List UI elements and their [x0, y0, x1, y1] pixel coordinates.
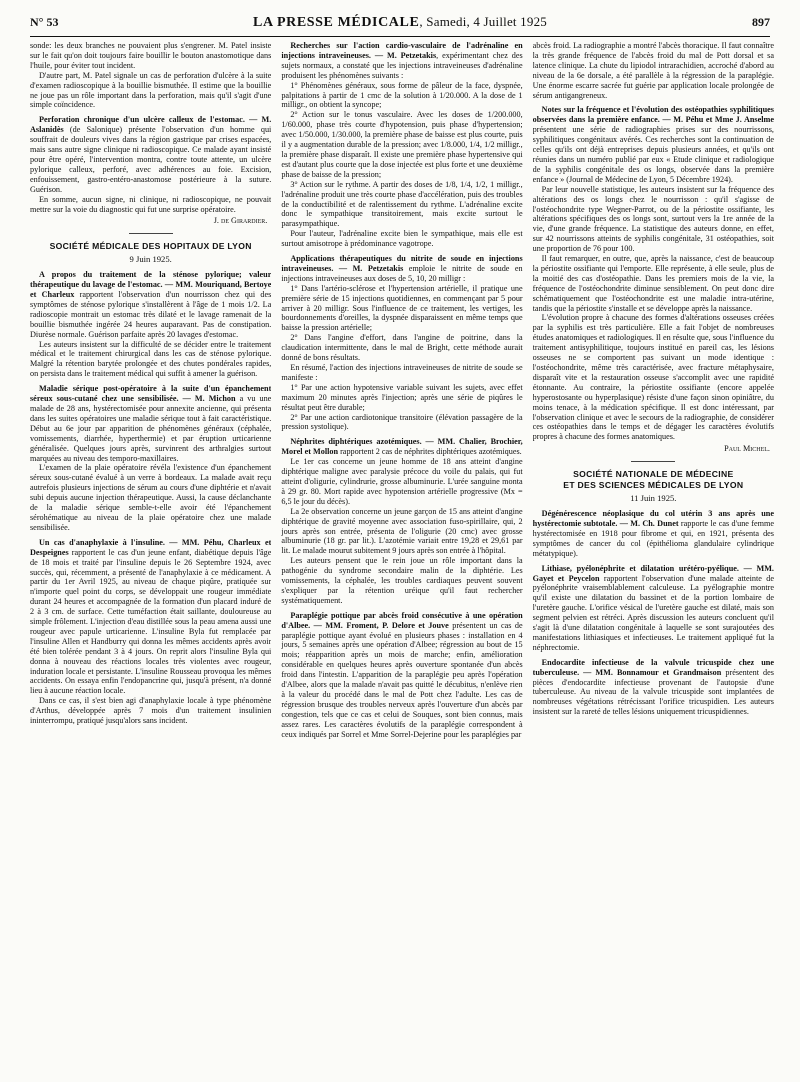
column-2 [281, 41, 522, 1078]
paragraph: L'évolution propre à chacune des formes d'altérations osseuses créées par la syphilis est très particulière. Elle a fait l'objet de nombreuses études anatomiques et radiologiques. Il en résulte que, sous l'influence du traitement antisyphilitique, toujours institué en pareil cas, les lésions osseuses ne se comportent pas suivant un mode identique : l'ostéochondrite, même très caractérisée, avec fracture métaphysaire, disparaît vite et la restauration osseuse s'accomplit avec une rapidité étonnante. Au contraire, la périostite ossifiante (encore appelée hyperostosante ou hyperplasique) résiste d'une façon sinon opiniâtre, du moins tenace, à la médication spécifique. Il est donc intéressant, par l'observation clinique et avec le secours de la radiographie, de considérer ces ostéopathies dans le temps et de dégager les caractères évolutifs propres à chacune des formes anatomiques. [532, 313, 774, 442]
paragraph: La 2e observation concerne un jeune garçon de 15 ans atteint d'angine diphtérique de gravité moyenne avec association fuso-spirillaire, qui, 2 jours après son entrée, présenta de l'oligurie (20 cmc) avec grosse albuminurie (18 gr. par lit.). L'azotémie variait entre 19,28 et 29,61 par lit. Le malade mourut subitement 9 jours après son entrée à l'hôpital. [281, 506, 523, 556]
paragraph: 3° Action sur le rythme. A partir des doses de 1/8, 1/4, 1/2, 1 milligr., l'adrénaline produit une très courte phase d'accélération, puis des troubles de la conductibilité et de ralentissement du rythme. L'adrénaline excite donc le sympathique transitoirement, mais excite surtout le parasympathique. [281, 179, 523, 229]
paragraph: Maladie sérique post-opératoire à la suite d'un épanchement séreux sous-cutané chez une sensibilisée. — M. Michon a vu une malade de 28 ans, hystérectomisée pour annexite ancienne, qui présenta dans les suites opératoires une maladie sérique tout à fait caractéristique. Début au 6e jour par apparition de phénomènes généraux (céphalée, vomissements, diarrhée, hyperthermie) et par éruption urticarienne généralisée. Quelques jours après, survinrent des arthralgies surtout marquées au niveau des temporo-maxillaires. [30, 384, 272, 463]
paragraph: Le 1er cas concerne un jeune homme de 18 ans atteint d'angine diphtérique maligne avec paralysie précoce du voile du palais, qui fut atteint d'oligurie, cylindrurie, grosse albuminurie. L'urée sanguine monta à 29 gr. 80. Mort rapide avec hypotension artérielle progressive (Mx = 6,5 le jour du décès). [281, 457, 523, 506]
paragraph: Néphrites diphtériques azotémiques. — MM. Chalier, Brochier, Morel et Mollon rapportent 2 cas de néphrites diphtériques azotémiques. [281, 437, 523, 457]
paragraph: Endocardite infectieuse de la valvule tricuspide chez une tuberculeuse. — MM. Bonnamour et Grandmaison présentent des pièces d'endocardite infectieuse provenant de l'autopsie d'une tuberculeuse. Au niveau de la valvule tricuspide sont implantées de nombreuses végétations rétrécissant l'orifice tricuspidien. Les auteurs insistent sur la rareté de telles lésions uniquement tricuspidiennes. [532, 657, 774, 717]
paragraph: A propos du traitement de la sténose pylorique; valeur thérapeutique du lavage de l'estomac. — MM. Mouriquand, Bertoye et Charleux rapportent l'observation d'un nourrisson chez qui des symptômes de sténose pylorique s'installèrent à l'âge de 1 mois 1/2. La radioscopie montrait un estomac très dilaté et le lavage ramenait de la bouillie bismuthée ingérée 24 heures auparavant. Pas de constipation. Diurèse normale. Guérison parfaite après 20 lavages d'estomac. [30, 270, 272, 339]
paragraph: 2° Dans l'angine d'effort, dans l'angine de poitrine, dans la claudication intermittente, dans le mal de Bright, cette méthode aurait donné de bons résultats. [281, 333, 523, 363]
page-number-right: 897 [751, 14, 770, 29]
paragraph: Par leur nouvelle statistique, les auteurs insistent sur la fréquence des altérations des os longs chez le nourrisson : qu'il s'agisse de l'ostéochondrite type Wegner-Parrot, ou de la périostite ossifiante, les altérations spécifiques des os longs sont, surtout vers la 1re année de la vie, d'une grande fréquence. La statistique des auteurs donne, en effet, sur 42 nourrissons atteints de syphilis congénitale, 31 ostéopathies, soit une proportion de 76 pour 100. [532, 184, 774, 254]
signature: J. de Girardier. [213, 216, 268, 226]
paragraph: Les auteurs pensent que le rein joue un rôle important dans la pathogénie du syndrome secondaire malin de la diphtérie. Les vomissements, la céphalée, les troubles cardiaques peuvent souvent s'expliquer par la rétention uréique qu'il faut rechercher systématiquement. [281, 556, 523, 605]
page-number-left: N° 53 [30, 14, 59, 29]
entry-title: Endocardite infectieuse de la valvule tricuspide chez une tuberculeuse. — MM. Bonnamour et Grandmaison [532, 657, 774, 677]
paragraph: 1° Par une action hypotensive variable suivant les sujets, avec effet maximum 20 minutes après l'injection; après une série de piqûres le résultat peut être durable; [281, 382, 523, 412]
paragraph: 2° Par une action cardiotonique transitoire (élévation passagère de la pression systolique). [281, 412, 523, 432]
paragraph: Dans ce cas, il s'est bien agi d'anaphylaxie locale à type phénomène d'Arthus, développée après 7 mois d'un traitement insulinien ininterrompu, pratiqué jusqu'alors sans incident. [30, 696, 272, 726]
society-heading: SOCIÉTÉ MÉDICALE DES HOPITAUX DE LYON [49, 241, 252, 252]
entry-title: Recherches sur l'action cardio-vasculaire de l'adrénaline en injections intraveineuses. — M. Petzetakis [281, 41, 523, 60]
paragraph: Applications thérapeutiques du nitrite de soude en injections intraveineuses. — M. Petzetakis emploie le nitrite de soude en injections intraveineuses aux doses de 5, 10, 20 milligr : [281, 254, 523, 283]
entry-title: Lithiase, pyélonéphrite et dilatation urétéro-pyélique. — MM. Gayet et Peycelon [532, 563, 774, 583]
paragraph: Paraplégie pottique par abcès froid consécutive à une opération d'Albee. — MM. Froment, P. Delore et Jouve présentent un cas de paraplégie pottique ayant évolué en plusieurs phases : installation en 4 jours, 5 semaines après une opération d'Albee; régression au bout de 15 mois; réapparition après un mois de marche; enfin, amélioration considérable en quelques heures après ouverture spontanée d'un abcès froid dans l'intestin. L'apparition de la paraplégie peu après l'opération d'Albee, alors que la malade n'avait pas quitté le décubitus, n'enlève rien à la valeur du procédé dans le mal de Pott chez l'adulte. Les cas de régression brusque des troubles nerveux après l'ouverture d'un abcès par congestion, tels que ce cas et celui de Souques, sont bien connus, mais assez rares. Les caractères évolutifs de la paraplégie correspondent à ceux indiqués par Sorrel et Mme Sorrel-Dejerine pour les paraplégies par [281, 610, 523, 739]
entry-title: Un cas d'anaphylaxie à l'insuline. — MM. Péhu, Charleux et Despeignes [30, 537, 272, 557]
divider [129, 233, 173, 234]
entry-title: Notes sur la fréquence et l'évolution des ostéopathies syphilitiques observées dans la première enfance. — M. Péhu et Mme J. Anselme [532, 105, 774, 125]
issue-date: , Samedi, 4 Juillet 1925 [419, 13, 547, 29]
paragraph: L'examen de la plaie opératoire révéla l'existence d'un épanchement séreux sous-cutané évalué à un verre à bordeaux. La malade avait reçu autrefois plusieurs injections de sérum au cours d'une diphtérie et n'avait subi depuis aucune injection thérapeutique. Aussi, la cause déclanchante de la maladie sérique semble-t-elle avoir été l'épanchement sérohématique au niveau de la plaie opératoire chez une malade sensibilisée. [30, 463, 272, 532]
page-header [30, 8, 770, 37]
paragraph: Dégénérescence néoplasique du col utérin 3 ans après une hystérectomie subtotale. — M. Ch. Dunet rapporte le cas d'une femme hystérectomisée en 1918 pour fibrome et qui, en 1921, présenta des symptômes de cancer du col (épithélioma glandulaire cylindrique métatypique). [532, 509, 774, 558]
entry-title: Dégénérescence néoplasique du col utérin 3 ans après une hystérectomie subtotale. — M. Ch. Dunet [532, 509, 774, 528]
text-columns [30, 41, 774, 1078]
paragraph: D'autre part, M. Patel signale un cas de perforation d'ulcère à la suite d'examen radioscopique à la bouillie bismuthée. Il estime que la bouillie ne joue pas un rôle important dans la perforation, mais qu'il s'agit d'une simple coïncidence. [30, 70, 272, 110]
entry-title: Paraplégie pottique par abcès froid consécutive à une opération d'Albee. — MM. Froment, P. Delore et Jouve [281, 610, 523, 630]
entry-title: Néphrites diphtériques azotémiques. — MM. Chalier, Brochier, Morel et Mollon [281, 437, 523, 457]
paragraph: Recherches sur l'action cardio-vasculaire de l'adrénaline en injections intraveineuses. — M. Petzetakis, expérimentant chez des sujets normaux, a constaté que les injections intraveineuses d'adrénaline produisent les phénomènes suivants : [281, 41, 523, 80]
paragraph: Il faut remarquer, en outre, que, après la naissance, c'est de beaucoup la périostite ossifiante qui l'emporte. Elle représente, à elle seule, plus de la moitié des cas d'ostéopathie. Dans les premiers mois de la vie, la fréquence de l'ostéochondrite diminue sensiblement. On peut donc dire schématiquement que l'ostéochondrite est une maladie intra-utérine, tandis que la périostite s'installe et se développe après la naissance. [532, 254, 774, 313]
paragraph: Notes sur la fréquence et l'évolution des ostéopathies syphilitiques observées dans la première enfance. — M. Péhu et Mme J. Anselme présentent une série de radiographies prises sur des nourrissons, syphilitiques congénitaux avérés. Ces recherches sont la continuation de celles qu'ils ont déjà entreprises depuis plusieurs années, et qu'ils ont réunies dans un numéro publié par eux « Etude clinique et radiologique de la syphilis congénitale des os longs, observée dans la première enfance » (Journal de Médecine de Lyon, 5 Décembre 1924). [532, 105, 774, 184]
paragraph: sonde: les deux branches ne pouvaient plus s'engrener. M. Patel insiste sur le fait qu'on doit toujours faire bouillir le bouton anastomotique dans l'huile, pour éviter tout incident. [30, 41, 272, 70]
entry-title: Perforation chronique d'un ulcère calleux de l'estomac. — M. Aslanidès [30, 115, 272, 135]
paragraph: Perforation chronique d'un ulcère calleux de l'estomac. — M. Aslanidès (de Salonique) présente l'observation d'un homme qui souffrait de douleurs vives dans la région gastrique par crises espacées, mais sans autre signe clinique ni radioscopique. Ce malade ayant insisté pour être opéré, l'intervention montra, contre toute attente, un ulcère pylorique calleux, perforé, avec adhérences au foie. Excision, enfouissement, gastro-entéro-anastomose postérieure à la suture. Guérison. [30, 115, 272, 194]
paragraph: En résumé, l'action des injections intraveineuses de nitrite de soude se manifeste : [281, 363, 523, 382]
divider [631, 461, 675, 462]
journal-title: LA PRESSE MÉDICALE [253, 14, 420, 30]
paragraph: En somme, aucun signe, ni clinique, ni radioscopique, ne pouvait mettre sur la voie du diagnostic qui fut une surprise opératoire. [30, 194, 272, 214]
paragraph: abcès froid. La radiographie a montré l'abcès thoracique. Il faut connaître la très grande fréquence de l'abcès froid du mal de Pott dorsal et sa latence clinique. La chute du lipiodol intrarachidien, accroché d'abord au niveau de la 6e dorsale, a été parallèle à la régression de la paraplégie. Une énorme escarre sacrée fut guérie par application locale prolongée de sérum antigangreneux. [532, 41, 774, 100]
signature: Paul Michel. [724, 444, 770, 454]
paragraph: Un cas d'anaphylaxie à l'insuline. — MM. Péhu, Charleux et Despeignes rapportent le cas d'un jeune enfant, diabétique depuis l'âge de 18 mois et traité par l'insuline depuis le 26 Septembre 1924, avec succès, qui, récemment, a présenté de l'anaphylaxie à ce médicament. A partir du 1er Avril 1925, au niveau de chaque piqûre, pratiquée sur n'importe quel point du corps, se développait une rougeur immédiate durant 24 heures et accompagnée de la formation d'un placard induré de 2 à 3 cm. de surface. Cette tuméfaction était saillante, douloureuse au simple frôlement. L'injection d'eau distillée sous la peau amena aussi une rougeur avec papule urticarienne. L'insuline Byla fut remplacée par l'insuline Allen et Handburry qui donna les mêmes accidents après avoir été bien tolérée pendant 3 à 4 jours. On reprit alors l'insuline Byla qui donna à nouveau des réactions locales très violentes avec rougeur, induration locale et persistante. L'insuline Rousseau provoqua les mêmes accidents. On essaya enfin l'endopancrine qui, jusqu'à présent, n'a donné lieu à aucune réaction locale. [30, 537, 272, 696]
running-title [253, 14, 547, 31]
paragraph: 1° Phénomènes généraux, sous forme de pâleur de la face, dyspnée, palpitations à partir de 1 cmc de la solution à 1/20.000. A la dose de 1 milligr., on obtient la syncope; [281, 80, 523, 110]
paragraph: Les auteurs insistent sur la difficulté de se décider entre le traitement médical et le traitement chirurgical dans les cas de sténose pylorique. Malgré la rétention barytée prolongée et des chutes pondérales rapides, on persista dans le traitement médical qui suffit à amener la guérison. [30, 339, 272, 379]
entry-title: A propos du traitement de la sténose pylorique; valeur thérapeutique du lavage de l'estomac. — MM. Mouriquand, Bertoye et Charleux [30, 270, 272, 300]
entry-title: Applications thérapeutiques du nitrite de soude en injections intraveineuses. — M. Petzetakis [281, 254, 523, 273]
paragraph: Lithiase, pyélonéphrite et dilatation urétéro-pyélique. — MM. Gayet et Peycelon rapportent l'observation d'une malade atteinte de pyélonéphrite vraisemblablement calculeuse. La pyélographie montre qu'il existe une dilatation du bassinet et de la portion lombaire de l'uretère gauche. L'orifice vésical de l'uretère gauche est dilaté, mais son segment pelvien est rétréci. Après discussion les auteurs concluent qu'il s'agit là d'une dilatation congénitale à laquelle se sont surajoutées des manifestations lithiasiques et infectieuses. Le traitement appliqué fut la néphrectomie. [532, 563, 774, 652]
paragraph: 2° Action sur le tonus vasculaire. Avec les doses de 1/200.000, 1/60.000, phase très courte d'hypotension, puis phase d'hypertension; avec 1/50.000, 1/30.000, la première phase de baisse est plus courte, puis il y a augmentation durable de la pression; avec 1/8.000, 1/4, 1/2 milligr., la première phase disparaît. Il existe une première phase hypertensive qui est d'autant plus courte que la dose injectée est plus forte et une deuxième phase de baisse de la pression; [281, 110, 523, 179]
paragraph: 1° Dans l'artério-sclérose et l'hypertension artérielle, il pratique une première série de 15 injections quotidiennes, en commençant par 5 pour arriver à 20 milligr. Sous l'influence de ce traitement, les vertiges, les bourdonnements d'oreilles, la dyspnée disparaissent en même temps que baisse la pression artérielle; [281, 283, 523, 333]
session-date: 11 Juin 1925. [630, 493, 677, 504]
session-date: 9 Juin 1925. [129, 254, 172, 265]
society-heading: SOCIÉTÉ NATIONALE DE MÉDECINE ET DES SCIENCES MÉDICALES DE LYON [563, 469, 744, 491]
column-3 [533, 41, 774, 1078]
entry-title: Maladie sérique post-opératoire à la suite d'un épanchement séreux sous-cutané chez une sensibilisée. — M. Michon [30, 384, 272, 404]
column-1 [30, 41, 271, 1078]
paragraph: Pour l'auteur, l'adrénaline excite bien le sympathique, mais elle est surtout amisotrope à prédominance vagotrope. [281, 229, 523, 249]
